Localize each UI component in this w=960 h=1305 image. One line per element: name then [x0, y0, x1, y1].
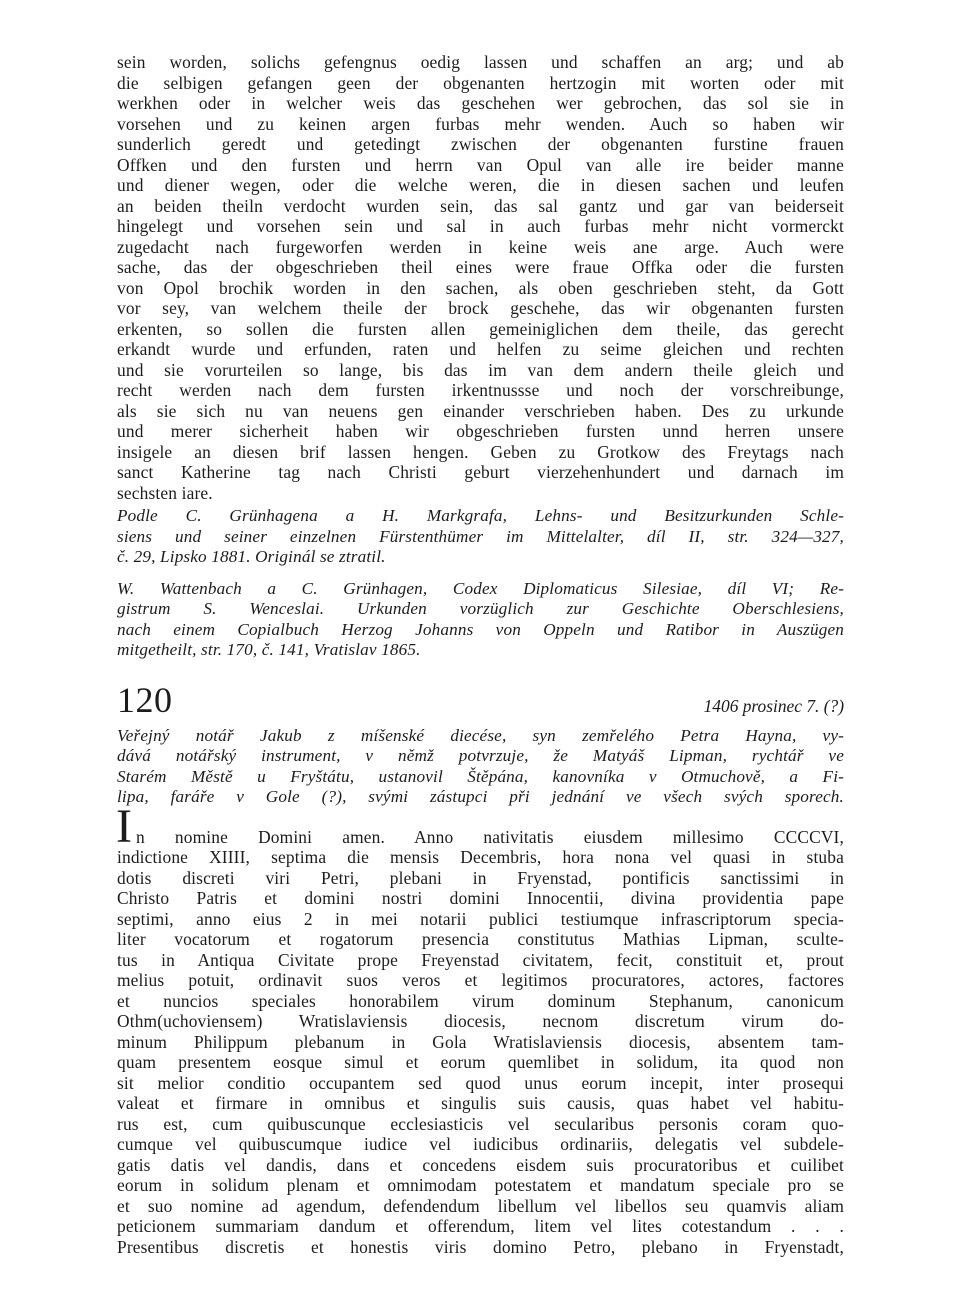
- regest-summary: [117, 726, 844, 808]
- text-line: die selbigen gefangen geen der obgenanten hertzogin mit worten oder mit: [117, 72, 844, 93]
- source-line: č. 29, Lipsko 1881. Originál se ztratil.: [117, 547, 386, 566]
- text-line: hingelegt und vorsehen sein und sal in auch furbas mehr nicht vormerckt: [117, 216, 844, 236]
- text-line: recht werden nach dem fursten irkentnussse und noch der vorschreibunge,: [117, 380, 844, 400]
- text-line: et suo nomine ad agendum, defendendum libellum vel libellos seu quamvis aliam: [117, 1195, 844, 1216]
- text-line: cumque vel quibuscumque iudice vel iudicibus ordinariis, delegatis vel subdele-: [117, 1134, 844, 1154]
- source-line: gistrum S. Wenceslai. Urkunden vorzüglich zur Geschichte Oberschlesiens,: [117, 599, 844, 618]
- first-line: [116, 799, 844, 853]
- top-paragraph: [117, 52, 844, 503]
- text-line: und diener wegen, oder die welche weren, die in diesen sachen und leufen: [117, 175, 844, 195]
- text-line: sunderlich geredt und getedingt zwischen der obgenanten furstine frauen: [117, 134, 844, 154]
- text-line: peticionem summariam dandum et offerendum, litem vel lites cotestandum . . .: [117, 1216, 844, 1236]
- text-line: valeat et firmare in omnibus et singulis suis causis, quas habet vel habitu-: [117, 1093, 844, 1113]
- text-line: sein worden, solichs gefengnus oedig lassen und schaffen an arg; und ab: [117, 52, 844, 72]
- text-line: melius potuit, ordinavit suos veros et legitimos procuratores, actores, factores: [117, 970, 844, 990]
- source-line: W. Wattenbach a C. Grünhagen, Codex Diplomaticus Silesiae, díl VI; Re-: [117, 578, 844, 598]
- text-line: tus in Antiqua Civitate prope Freyenstad civitatem, fecit, constituit et, prout: [117, 949, 844, 970]
- latin-body-text: [116, 799, 844, 1258]
- text-line: sanct Katherine tag nach Christi geburt vierzehenhundert und darnach im: [117, 462, 844, 482]
- regest-line: lipa, faráře v Gole (?), svými zástupci při jednání ve všech svých sporech.: [117, 787, 844, 806]
- text-line: minum Philippum plebanum in Gola Wratislaviensis diocesis, absentem tam-: [117, 1031, 844, 1052]
- text-line: Presentibus discretis et honestis viris domino Petro, plebano in Fryenstadt,: [117, 1236, 844, 1257]
- text-line: eorum in solidum plenam et omnimodam potestatem et mandatum speciale pro se: [117, 1175, 844, 1195]
- document-page: [117, 52, 844, 1257]
- source-note-1: [117, 506, 844, 568]
- text-line: vor sey, van welchem theile der brock geschehe, das wir obgenanten fursten: [117, 298, 844, 318]
- regest-line: Veřejný notář Jakub z míšenské diecése, syn zemřelého Petra Hayna, vy-: [117, 725, 844, 745]
- text-line: erkandt wurde und erfunden, raten und helfen zu seime gleichen und rechten: [117, 339, 844, 359]
- text-line: und sie vorurteilen so lange, bis das im van dem andern theile gleich und: [117, 359, 844, 380]
- text-line: und merer sicherheit haben wir obgeschrieben fursten unnd herren unsere: [117, 421, 844, 441]
- source-line: mitgetheilt, str. 170, č. 141, Vratislav 1865.: [117, 640, 421, 659]
- text-line: liter vocatorum et rogatorum presencia constitutus Mathias Lipman, sculte-: [117, 929, 844, 949]
- document-heading: [117, 680, 844, 720]
- text-line: et nuncios speciales honorabilem virum dominum Stephanum, canonicum: [117, 990, 844, 1011]
- text-line: sit melior conditio occupantem sed quod unus eorum incepit, inter prosequi: [117, 1072, 844, 1093]
- text-line: sache, das der obgeschrieben theil eines were fraue Offka oder die fursten: [117, 257, 844, 277]
- text-line: gatis datis vel dandis, dans et concedens eisdem suis procuratoribus et cuilibet: [117, 1154, 844, 1175]
- text-line: von Opol brochik worden in den sachen, als oben geschrieben steht, da Gott: [117, 277, 844, 298]
- source-line: siens und seiner einzelnen Fürstenthümer im Mittelalter, díl II, str. 324—327,: [117, 526, 844, 546]
- text-line: rus est, cum quibuscunque ecclesiasticis vel secularibus personis coram quo-: [117, 1113, 844, 1134]
- source-note-2: [117, 579, 844, 661]
- text-line: an beiden theiln verdocht wurden sein, das sal gantz und gar van beiderseit: [117, 195, 844, 216]
- text-line: septimi, anno eius 2 in mei notarii publici testiumque infrascriptorum specia-: [117, 908, 844, 929]
- text-line: Offken und den fursten und herrn van Opul van alle ire beider manne: [117, 154, 844, 175]
- text-line: zugedacht nach furgeworfen werden in keine weis ane arge. Auch were: [117, 236, 844, 257]
- regest-line: dává notářský instrument, v němž potvrzuje, že Matyáš Lipman, rychtář ve: [117, 746, 844, 765]
- text-line: als sie sich nu van neuens gen einander verschrieben haben. Des zu urkunde: [117, 400, 844, 421]
- text-line: vorsehen und zu keinen argen furbas mehr wenden. Auch so haben wir: [117, 113, 844, 134]
- text-line: indictione XIIII, septima die mensis Decembris, hora nona vel quasi in stuba: [117, 847, 844, 867]
- text-line: werkhen oder in welcher weis das geschehen wer gebrochen, das sol sie in: [117, 93, 844, 113]
- drop-cap: I: [116, 799, 132, 853]
- text-line: sechsten iare.: [117, 482, 213, 503]
- document-date: 1406 prosinec 7. (?): [703, 695, 844, 716]
- text-line: Christo Patris et domini nostri domini Innocentii, divina providentia pape: [117, 888, 844, 908]
- text-line: insigele an diesen brif lassen hengen. Geben zu Grotkow des Freytags nach: [117, 441, 844, 462]
- source-line: Podle C. Grünhagena a H. Markgrafa, Lehns- und Besitzurkunden Schle-: [117, 506, 844, 525]
- regest-line: Starém Městě u Fryštátu, ustanovil Štěpána, kanovníka v Otmuchově, a Fi-: [117, 766, 844, 786]
- text-line: quam presentem eosque simul et eorum quemlibet in solidum, ita quod non: [117, 1052, 844, 1072]
- text-line: erkenten, so sollen die fursten allen gemeiniglichen dem theile, das gerecht: [117, 318, 844, 339]
- document-number: 120: [117, 679, 173, 720]
- source-line: nach einem Copialbuch Herzog Johanns von Oppeln und Ratibor in Auszügen: [117, 619, 844, 639]
- text-line: n nomine Domini amen. Anno nativitatis eiusdem millesimo CCCCVI,: [136, 826, 844, 847]
- text-line: dotis discreti viri Petri, plebani in Fryenstad, pontificis sanctissimi in: [117, 867, 844, 888]
- text-line: Othm(uchoviensem) Wratislaviensis diocesis, necnom discretum virum do-: [117, 1011, 844, 1031]
